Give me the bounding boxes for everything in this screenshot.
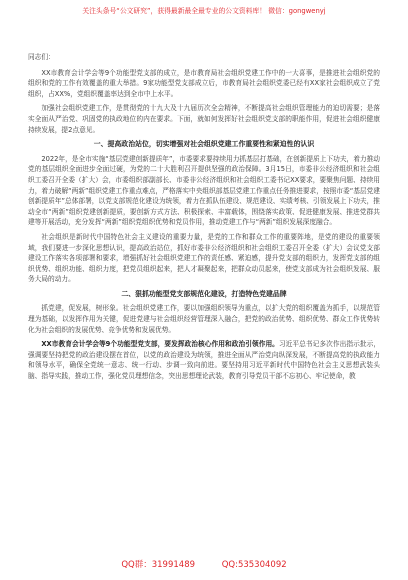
section2-lead-sentence: XX市教育会计学会等9个功能型党支部，要发挥政治核心作用和政治引领作用。 — [41, 340, 279, 349]
footer-contact — [0, 556, 408, 574]
salutation: 同志们： — [28, 53, 55, 61]
intro-paragraph-1: XX市教育会计学会等9个功能型党支部的成立，是市教育局社会组织党建工作中的一大喜事，是推进社会组织党的组织和党的工作有效覆盖的重大举措。9家功能型党支部成立后，市教育局社会组织党委已经有XX家社会组织成立了党组织，占XX%，党组织覆盖率达到全市中上水平。 — [28, 68, 380, 98]
document-body — [28, 52, 380, 386]
section2-paragraph-1: 抓党建，促发展，树形象。社会组织党建工作，要以加强组织领导为重点，以扩大党的组织覆盖为抓手，以规范管理为基础，以发挥作用为关键，促进党建与社会组织经营管理深入融合，把党的政治优势、组织优势、群众工作优势转化为社会组织的发展优势、竞争优势和发展优势。 — [28, 304, 380, 334]
footer-qq-number: QQ:535304092 — [221, 560, 287, 570]
footer-qq-group: QQ群：31991489 — [121, 560, 196, 570]
section-heading-1: 一、提高政治站位，切实增强对社会组织党建工作重要性和紧迫性的认识 — [93, 140, 315, 149]
intro-paragraph-2: 加强社会组织党建工作，是贯彻党的十九大及十九届历次全会精神，不断提高社会组织管理能力的迫切需要；是落实全面从严治党、巩固党的执政地位的内在要求。下面，就如何发挥好社会组织党支部的职能作用，促进社会组织健康持续发展，提2点意见。 — [28, 104, 380, 134]
section2-lead-rest: 习近平总书记多次作出指示批示，强调要坚持把党的政治建设摆在首位，以党的政治建设为统领，推进全面从严治党向纵深发展，不断提高党的执政能力和领导水平，确保全党统一意志、统一行动、步调一致向前进。要坚持用习近平新时代中国特色社会主义思想武装头脑、指导实践，推动工作，强化党员理想信念，突出思想理论武装，教育引导党员干部不忘初心、牢记使命，教 — [28, 340, 381, 381]
section1-paragraph-2: 社会组织是新时代中国特色社会主义建设的重要力量，是党的工作和群众工作的重要阵地，是党的建设的重要领域，我们要进一步深化思想认识，提高政治站位，抓好市委非公经济组织和社会组织工委召开全委（扩大）会议党支部建设工作落实各项部署和要求，增强抓好社会组织党建工作的责任感、紧迫感，提升党支部的组织力，发挥党支部的组织优势、组织功能、组织力度，把党员组织起来，把人才凝聚起来，把群众动员起来，使党支部成为社会组织发展、服务大局的动力。 — [28, 232, 380, 284]
section-heading-2: 二、狠抓功能型党支部规范化建设，打造特色党建品牌 — [121, 289, 287, 298]
section2-paragraph-2 — [28, 339, 380, 381]
top-banner: 关注头条号“公文研究”，获得最新最全最专业的公文资料库！ 微信：gongwenyj — [82, 7, 326, 15]
section1-paragraph-1: 2022年，是全市实施“基层党建创新提质年”，市委要求要持续用力抓基层打基础，在创新提质上下功夫，着力推动党的基层组织全面进步全面过硬，为党的二十大胜利召开提供坚强的政治保障。3月15日，市委非公经济组织和社会组织工委召开全委（扩大）会，市委组织部副部长、市委非公经济组织和社会组织工委书记XX要求，要聚焦问题、持续用力，着力破解“两新”组织党建工作重点难点，严格落实中央组织部基层党建工作重点任务推进要求，按照市委“基层党建创新提质年”总体部署，以党支部规范化建设为统领，着力在抓队伍建设、规范建设、实绩考核、引领发展上下功夫，推动全市“两新”组织党建创新提质，要创新方式方法、积极探索、丰富载体，围绕落实政策、促进健康发展、推进党群共建等开展活动，充分发挥“两新”组织党组织优势和党员作用，推动党建工作与“两新”组织发展深度融合。 — [28, 154, 380, 227]
